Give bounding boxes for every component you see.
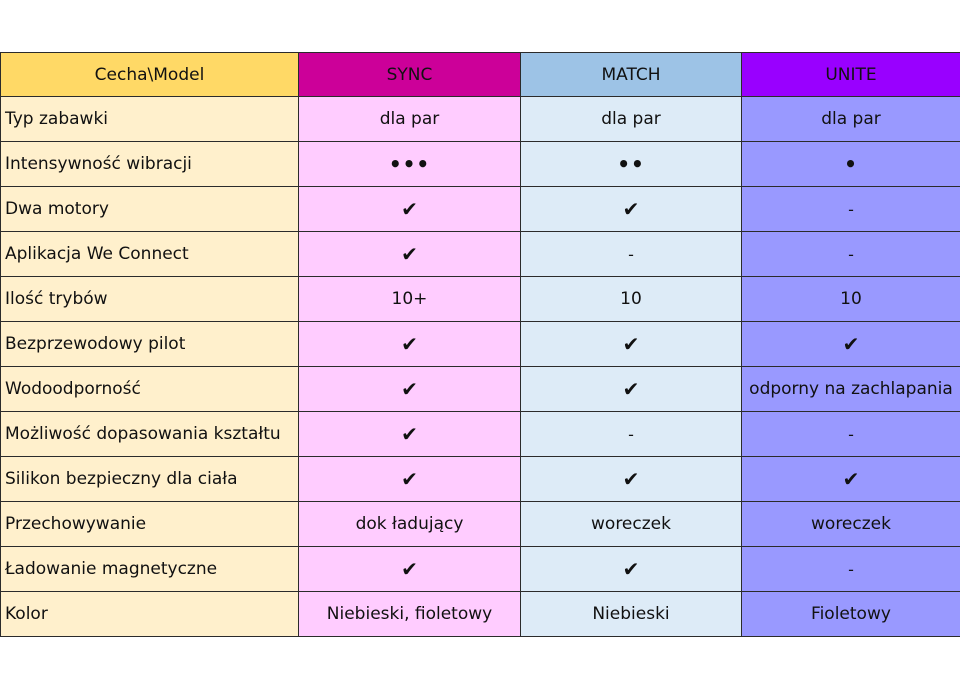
table-row [1, 592, 960, 637]
match-value-cell: ✔ [521, 322, 742, 367]
match-value-cell: ✔ [521, 187, 742, 232]
match-value-cell: 10 [521, 277, 742, 322]
header-feature: Cecha\Model [1, 53, 299, 97]
comparison-table-wrapper [0, 52, 960, 637]
header-unite: UNITE [742, 53, 960, 97]
table-row [1, 97, 960, 142]
unite-value-cell: - [742, 187, 960, 232]
unite-value-cell: dla par [742, 97, 960, 142]
feature-cell: Możliwość dopasowania kształtu [1, 412, 299, 457]
table-row [1, 367, 960, 412]
table-row [1, 412, 960, 457]
match-value-cell: ✔ [521, 367, 742, 412]
feature-cell: Typ zabawki [1, 97, 299, 142]
comparison-table [0, 52, 960, 637]
unite-value-cell: - [742, 412, 960, 457]
sync-value-cell: ✔ [299, 412, 521, 457]
unite-value-cell: 10 [742, 277, 960, 322]
match-value-cell: •• [521, 142, 742, 187]
match-value-cell: - [521, 412, 742, 457]
feature-cell: Aplikacja We Connect [1, 232, 299, 277]
sync-value-cell: ✔ [299, 457, 521, 502]
table-row [1, 142, 960, 187]
table-row [1, 322, 960, 367]
feature-cell: Ładowanie magnetyczne [1, 547, 299, 592]
sync-value-cell: Niebieski, fioletowy [299, 592, 521, 637]
table-body [1, 97, 960, 637]
match-value-cell: dla par [521, 97, 742, 142]
header-row [1, 53, 960, 97]
sync-value-cell: ✔ [299, 187, 521, 232]
sync-value-cell: ✔ [299, 232, 521, 277]
header-sync: SYNC [299, 53, 521, 97]
sync-value-cell: ••• [299, 142, 521, 187]
feature-cell: Kolor [1, 592, 299, 637]
unite-value-cell: ✔ [742, 322, 960, 367]
unite-value-cell: Fioletowy [742, 592, 960, 637]
unite-value-cell: - [742, 232, 960, 277]
table-row [1, 457, 960, 502]
match-value-cell: woreczek [521, 502, 742, 547]
table-row [1, 547, 960, 592]
table-row [1, 502, 960, 547]
sync-value-cell: dla par [299, 97, 521, 142]
table-row [1, 232, 960, 277]
unite-value-cell: woreczek [742, 502, 960, 547]
match-value-cell: - [521, 232, 742, 277]
unite-value-cell: ✔ [742, 457, 960, 502]
feature-cell: Wodoodporność [1, 367, 299, 412]
unite-value-cell: odporny na zachlapania [742, 367, 960, 412]
unite-value-cell: • [742, 142, 960, 187]
table-row [1, 277, 960, 322]
table-row [1, 187, 960, 232]
feature-cell: Dwa motory [1, 187, 299, 232]
feature-cell: Silikon bezpieczny dla ciała [1, 457, 299, 502]
sync-value-cell: ✔ [299, 367, 521, 412]
feature-cell: Ilość trybów [1, 277, 299, 322]
sync-value-cell: ✔ [299, 547, 521, 592]
feature-cell: Intensywność wibracji [1, 142, 299, 187]
match-value-cell: ✔ [521, 457, 742, 502]
feature-cell: Przechowywanie [1, 502, 299, 547]
header-match: MATCH [521, 53, 742, 97]
sync-value-cell: 10+ [299, 277, 521, 322]
match-value-cell: ✔ [521, 547, 742, 592]
unite-value-cell: - [742, 547, 960, 592]
sync-value-cell: dok ładujący [299, 502, 521, 547]
match-value-cell: Niebieski [521, 592, 742, 637]
feature-cell: Bezprzewodowy pilot [1, 322, 299, 367]
sync-value-cell: ✔ [299, 322, 521, 367]
